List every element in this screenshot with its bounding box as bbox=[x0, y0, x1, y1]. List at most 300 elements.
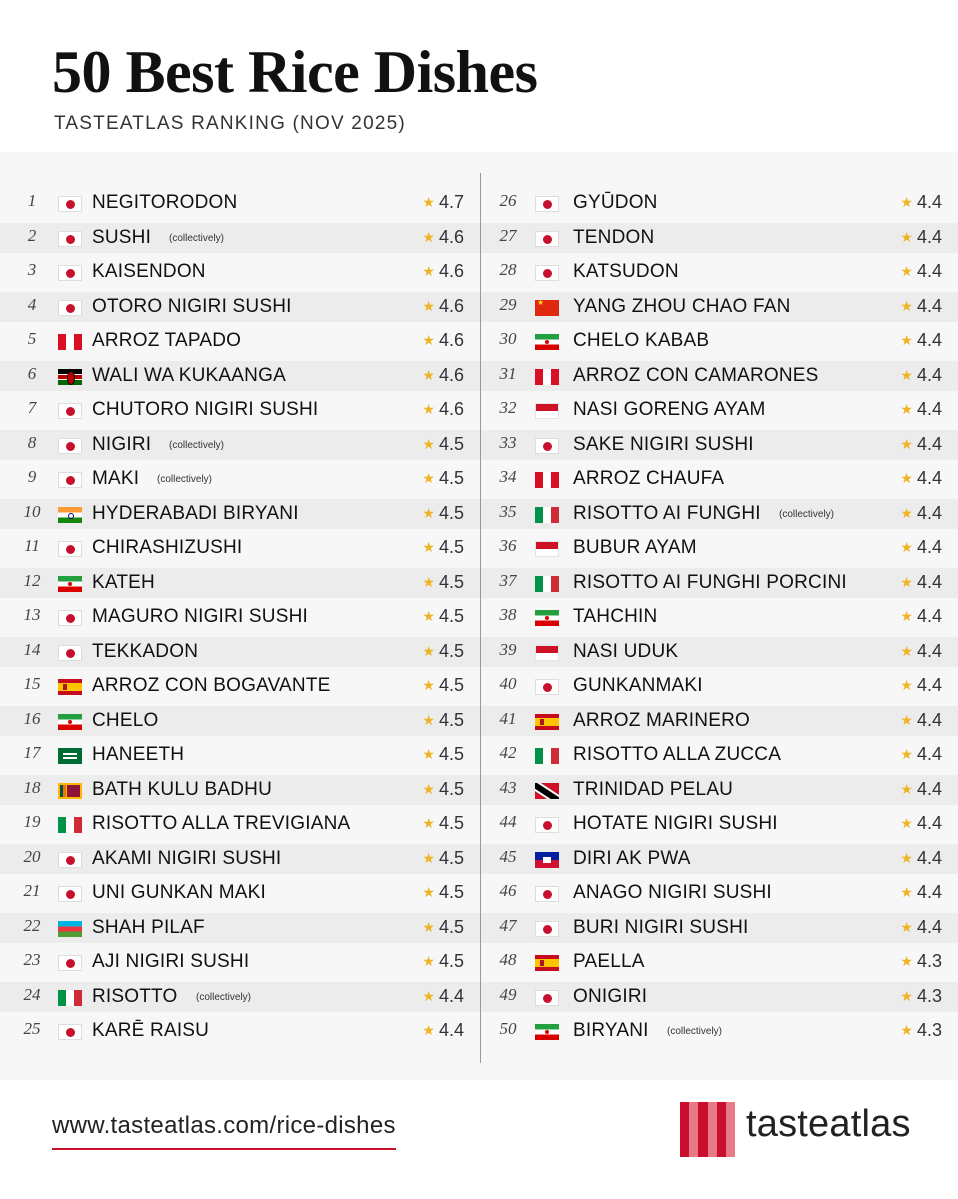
rank-number: 38 bbox=[499, 605, 517, 624]
star-icon: ★ bbox=[422, 573, 435, 590]
flag-pe-icon bbox=[535, 472, 559, 488]
dish-rating bbox=[422, 399, 464, 420]
ranking-row bbox=[481, 947, 958, 977]
flag-in-icon bbox=[58, 507, 82, 523]
flag-id-icon bbox=[535, 645, 559, 661]
dish-rating bbox=[422, 675, 464, 696]
dish-rating bbox=[422, 227, 464, 248]
rating-value: 4.5 bbox=[438, 847, 464, 868]
dish-rating bbox=[422, 330, 464, 351]
dish-rating bbox=[900, 882, 942, 903]
ranking-row bbox=[481, 913, 958, 943]
dish-rating bbox=[900, 330, 942, 351]
star-icon: ★ bbox=[900, 573, 913, 590]
rank-number: 45 bbox=[499, 846, 517, 866]
dish-name: NASI UDUK bbox=[573, 640, 679, 662]
dish-name: PAELLA bbox=[573, 951, 645, 972]
star-icon: ★ bbox=[422, 642, 435, 659]
rating-value: 4.5 bbox=[438, 882, 464, 902]
dish-rating bbox=[900, 710, 942, 731]
dish-rating bbox=[900, 572, 942, 593]
star-icon: ★ bbox=[900, 435, 913, 452]
dish-name: CHELO bbox=[92, 709, 159, 731]
dish-rating bbox=[900, 227, 942, 248]
rating-value: 4.4 bbox=[916, 192, 942, 212]
star-icon: ★ bbox=[422, 918, 435, 935]
star-icon: ★ bbox=[900, 1022, 913, 1038]
dish-rating bbox=[422, 951, 464, 972]
star-icon: ★ bbox=[900, 918, 913, 935]
dish-name: GUNKANMAKI bbox=[573, 675, 703, 696]
flag-es-icon bbox=[535, 955, 559, 971]
star-icon: ★ bbox=[422, 435, 435, 452]
ranking-row bbox=[0, 706, 480, 736]
rank-number: 36 bbox=[499, 536, 517, 555]
dish-name: BURI NIGIRI SUSHI bbox=[573, 916, 749, 938]
flag-jp-icon bbox=[58, 438, 82, 454]
flag-jp-icon bbox=[535, 886, 559, 902]
rank-number: 34 bbox=[499, 467, 517, 486]
star-icon: ★ bbox=[900, 711, 913, 728]
star-icon: ★ bbox=[900, 401, 913, 417]
ranking-row bbox=[481, 361, 958, 391]
flag-jp-icon bbox=[535, 438, 559, 454]
dish-note: (collectively) bbox=[157, 474, 213, 485]
rating-value: 4.4 bbox=[916, 675, 942, 695]
dish-name: ARROZ TAPADO bbox=[92, 330, 242, 351]
flag-jp-icon bbox=[58, 300, 82, 316]
ranking-row bbox=[0, 533, 480, 563]
rating-value: 4.5 bbox=[438, 951, 464, 971]
ranking-row bbox=[0, 602, 480, 632]
dish-name: CHELO KABAB bbox=[573, 330, 710, 351]
rating-value: 4.5 bbox=[438, 916, 464, 937]
rating-value: 4.5 bbox=[438, 433, 464, 454]
star-icon: ★ bbox=[900, 228, 913, 245]
dish-name: OTORO NIGIRI SUSHI bbox=[92, 295, 292, 317]
dish-rating bbox=[422, 572, 464, 593]
flag-jp-icon bbox=[58, 403, 82, 419]
dish-rating bbox=[900, 503, 942, 524]
dish-rating bbox=[900, 675, 942, 696]
dish-name: NEGITORODON bbox=[92, 192, 238, 213]
flag-ir-icon bbox=[58, 576, 82, 592]
flag-es-icon bbox=[58, 679, 82, 695]
flag-jp-icon bbox=[535, 921, 559, 937]
dish-name: ONIGIRI bbox=[573, 985, 648, 1007]
rank-number: 46 bbox=[499, 881, 517, 900]
ranking-row bbox=[0, 257, 480, 287]
star-icon: ★ bbox=[900, 332, 913, 348]
dish-rating bbox=[422, 468, 464, 489]
dish-rating bbox=[900, 744, 942, 765]
rating-value: 4.5 bbox=[438, 640, 464, 661]
rating-value: 4.5 bbox=[438, 778, 464, 799]
flag-ir-icon bbox=[535, 610, 559, 626]
dish-name: BUBUR AYAM bbox=[573, 537, 697, 558]
rating-value: 4.6 bbox=[438, 364, 464, 385]
dish-name: WALI WA KUKAANGA bbox=[92, 364, 286, 386]
rating-value: 4.5 bbox=[438, 813, 464, 833]
star-icon: ★ bbox=[422, 815, 435, 831]
dish-name: RISOTTO bbox=[92, 985, 178, 1007]
rank-number: 3 bbox=[27, 260, 37, 279]
flag-it-icon bbox=[535, 748, 559, 764]
rank-number: 16 bbox=[23, 708, 41, 728]
rating-value: 4.4 bbox=[916, 364, 942, 385]
dish-name: YANG ZHOU CHAO FAN bbox=[573, 295, 791, 317]
flag-jp-icon bbox=[58, 610, 82, 626]
dish-name: RISOTTO ALLA TREVIGIANA bbox=[92, 813, 351, 834]
rating-value: 4.3 bbox=[916, 951, 942, 971]
flag-ke-icon bbox=[58, 369, 82, 385]
dish-rating bbox=[422, 192, 464, 213]
dish-name: RISOTTO AI FUNGHI PORCINI bbox=[573, 571, 847, 593]
ranking-row bbox=[0, 809, 480, 839]
dish-name: MAGURO NIGIRI SUSHI bbox=[92, 606, 308, 627]
ranking-row bbox=[481, 430, 958, 460]
rank-number: 27 bbox=[499, 225, 517, 245]
rank-number: 35 bbox=[499, 501, 517, 521]
flag-lk-icon bbox=[58, 783, 82, 799]
dish-rating bbox=[900, 917, 942, 938]
star-icon: ★ bbox=[422, 297, 435, 314]
rank-number: 37 bbox=[499, 570, 517, 590]
rank-number: 33 bbox=[499, 432, 517, 452]
dish-rating bbox=[422, 641, 464, 662]
dish-name: ARROZ CON BOGAVANTE bbox=[92, 675, 331, 696]
flag-ir-icon bbox=[58, 714, 82, 730]
dish-name: CHIRASHIZUSHI bbox=[92, 537, 243, 558]
rank-number: 28 bbox=[499, 260, 517, 279]
rank-number: 13 bbox=[23, 605, 41, 624]
star-icon: ★ bbox=[422, 1022, 435, 1038]
dish-rating bbox=[422, 261, 464, 282]
dish-name: KATEH bbox=[92, 571, 155, 593]
rating-value: 4.4 bbox=[916, 709, 942, 730]
ranking-row bbox=[0, 671, 480, 701]
ranking-row bbox=[481, 602, 958, 632]
page-subtitle: TASTEATLAS RANKING (NOV 2025) bbox=[54, 113, 406, 134]
dish-rating bbox=[422, 537, 464, 558]
flag-it-icon bbox=[535, 576, 559, 592]
dish-name: TEKKADON bbox=[92, 640, 199, 662]
rank-number: 30 bbox=[499, 329, 517, 348]
rank-number: 23 bbox=[23, 950, 41, 969]
rank-number: 31 bbox=[499, 363, 517, 383]
star-icon: ★ bbox=[422, 332, 435, 348]
rating-value: 4.4 bbox=[438, 1020, 464, 1040]
dish-name: MAKI bbox=[92, 468, 140, 489]
dish-rating bbox=[422, 882, 464, 903]
dish-rating bbox=[900, 779, 942, 800]
dish-rating bbox=[900, 192, 942, 213]
rating-value: 4.6 bbox=[438, 330, 464, 350]
ranking-row bbox=[481, 395, 958, 425]
rank-number: 4 bbox=[27, 294, 37, 314]
dish-name: ANAGO NIGIRI SUSHI bbox=[573, 882, 772, 903]
dish-name: HYDERABADI BIRYANI bbox=[92, 502, 299, 524]
star-icon: ★ bbox=[422, 953, 435, 969]
star-icon: ★ bbox=[900, 884, 913, 900]
flag-pe-icon bbox=[58, 334, 82, 350]
flag-jp-icon bbox=[58, 886, 82, 902]
star-icon: ★ bbox=[422, 987, 435, 1004]
rating-value: 4.4 bbox=[916, 433, 942, 454]
rating-value: 4.4 bbox=[916, 537, 942, 557]
rank-number: 12 bbox=[23, 570, 41, 590]
ranking-row bbox=[0, 947, 480, 977]
ranking-row bbox=[0, 637, 480, 667]
flag-cn-icon bbox=[535, 300, 559, 316]
ranking-row bbox=[481, 671, 958, 701]
rating-value: 4.4 bbox=[916, 468, 942, 488]
rank-number: 39 bbox=[499, 639, 517, 659]
rank-number: 1 bbox=[27, 191, 37, 210]
star-icon: ★ bbox=[900, 539, 913, 555]
dish-name: GYŪDON bbox=[573, 192, 658, 213]
dish-name: NIGIRI bbox=[92, 433, 152, 455]
footer-url-link[interactable]: www.tasteatlas.com/rice-dishes bbox=[52, 1112, 396, 1150]
dish-rating bbox=[422, 779, 464, 800]
star-icon: ★ bbox=[422, 194, 435, 210]
ranking-row bbox=[481, 809, 958, 839]
flag-tt-icon bbox=[535, 783, 559, 799]
dish-name: HANEETH bbox=[92, 744, 185, 765]
rank-number: 8 bbox=[27, 432, 37, 452]
ranking-row bbox=[481, 844, 958, 874]
rank-number: 42 bbox=[499, 743, 517, 762]
rank-number: 43 bbox=[499, 777, 517, 797]
rank-number: 50 bbox=[499, 1019, 517, 1038]
rating-value: 4.5 bbox=[438, 744, 464, 764]
flag-jp-icon bbox=[535, 196, 559, 212]
ranking-row bbox=[481, 188, 958, 218]
rating-value: 4.6 bbox=[438, 399, 464, 419]
dish-rating bbox=[900, 399, 942, 420]
star-icon: ★ bbox=[422, 366, 435, 383]
dish-name: KAISENDON bbox=[92, 261, 206, 282]
rating-value: 4.5 bbox=[438, 502, 464, 523]
ranking-row bbox=[481, 292, 958, 322]
dish-note: (collectively) bbox=[169, 439, 225, 451]
dish-rating bbox=[900, 537, 942, 558]
rating-value: 4.4 bbox=[438, 985, 464, 1006]
star-icon: ★ bbox=[422, 401, 435, 417]
rank-number: 19 bbox=[23, 812, 41, 831]
star-icon: ★ bbox=[900, 504, 913, 521]
flag-jp-icon bbox=[535, 679, 559, 695]
rank-number: 49 bbox=[499, 984, 517, 1004]
ranking-row bbox=[0, 223, 480, 253]
dish-name: UNI GUNKAN MAKI bbox=[92, 882, 267, 903]
dish-note: (collectively) bbox=[169, 232, 225, 244]
rating-value: 4.6 bbox=[438, 261, 464, 281]
ranking-row bbox=[0, 878, 480, 908]
rating-value: 4.3 bbox=[916, 985, 942, 1006]
ranking-row bbox=[481, 464, 958, 494]
star-icon: ★ bbox=[422, 263, 435, 279]
ranking-row bbox=[481, 499, 958, 529]
rating-value: 4.5 bbox=[438, 468, 464, 488]
dish-rating bbox=[900, 848, 942, 869]
star-icon: ★ bbox=[900, 608, 913, 624]
dish-rating bbox=[422, 1020, 464, 1041]
star-icon: ★ bbox=[422, 470, 435, 486]
flag-ir-icon bbox=[535, 1024, 559, 1040]
dish-note: (collectively) bbox=[779, 508, 835, 520]
dish-name: HOTATE NIGIRI SUSHI bbox=[573, 813, 778, 834]
dish-rating bbox=[900, 986, 942, 1007]
flag-jp-icon bbox=[535, 990, 559, 1006]
dish-name: TAHCHIN bbox=[573, 606, 658, 627]
ranking-row bbox=[481, 775, 958, 805]
ranking-row bbox=[0, 326, 480, 356]
rank-number: 6 bbox=[27, 363, 37, 383]
dish-rating bbox=[422, 813, 464, 834]
ranking-row bbox=[481, 568, 958, 598]
dish-name: SAKE NIGIRI SUSHI bbox=[573, 433, 754, 455]
ranking-row bbox=[481, 637, 958, 667]
ranking-row bbox=[481, 878, 958, 908]
dish-name: SHAH PILAF bbox=[92, 916, 205, 938]
star-icon: ★ bbox=[422, 228, 435, 245]
dish-name: SUSHI bbox=[92, 226, 152, 248]
rating-value: 4.4 bbox=[916, 571, 942, 592]
star-icon: ★ bbox=[900, 263, 913, 279]
flag-it-icon bbox=[58, 990, 82, 1006]
flag-sa-icon bbox=[58, 748, 82, 764]
star-icon: ★ bbox=[900, 677, 913, 693]
star-icon: ★ bbox=[422, 884, 435, 900]
dish-rating bbox=[422, 917, 464, 938]
flag-jp-icon bbox=[58, 265, 82, 281]
flag-jp-icon bbox=[58, 645, 82, 661]
dish-rating bbox=[422, 503, 464, 524]
dish-name: RISOTTO AI FUNGHI bbox=[573, 502, 761, 524]
ranking-row bbox=[0, 430, 480, 460]
flag-jp-icon bbox=[58, 541, 82, 557]
star-icon: ★ bbox=[900, 815, 913, 831]
dish-note: (collectively) bbox=[196, 991, 252, 1003]
star-icon: ★ bbox=[900, 194, 913, 210]
rating-value: 4.4 bbox=[916, 330, 942, 350]
rank-number: 14 bbox=[23, 639, 41, 659]
dish-name: KARĒ RAISU bbox=[92, 1020, 210, 1041]
star-icon: ★ bbox=[900, 953, 913, 969]
ranking-row bbox=[481, 257, 958, 287]
rating-value: 4.7 bbox=[438, 192, 464, 212]
dish-name: BIRYANI bbox=[573, 1020, 649, 1041]
dish-name: ARROZ MARINERO bbox=[573, 709, 750, 731]
flag-it-icon bbox=[535, 507, 559, 523]
dish-rating bbox=[422, 710, 464, 731]
star-icon: ★ bbox=[900, 642, 913, 659]
dish-rating bbox=[900, 296, 942, 317]
rank-number: 9 bbox=[27, 467, 37, 486]
rank-number: 32 bbox=[499, 398, 517, 417]
dish-rating bbox=[422, 986, 464, 1007]
dish-name: CHUTORO NIGIRI SUSHI bbox=[92, 399, 319, 420]
rating-value: 4.5 bbox=[438, 709, 464, 730]
star-icon: ★ bbox=[422, 677, 435, 693]
rating-value: 4.4 bbox=[916, 399, 942, 419]
ranking-row bbox=[0, 568, 480, 598]
star-icon: ★ bbox=[900, 297, 913, 314]
flag-jp-icon bbox=[58, 231, 82, 247]
ranking-row bbox=[481, 326, 958, 356]
ranking-row bbox=[0, 292, 480, 322]
rank-number: 48 bbox=[499, 950, 517, 969]
flag-jp-icon bbox=[58, 1024, 82, 1040]
ranking-row bbox=[0, 844, 480, 874]
star-icon: ★ bbox=[422, 539, 435, 555]
ranking-row bbox=[0, 499, 480, 529]
dish-rating bbox=[422, 296, 464, 317]
star-icon: ★ bbox=[422, 504, 435, 521]
flag-id-icon bbox=[535, 541, 559, 557]
rank-number: 29 bbox=[499, 294, 517, 314]
rank-number: 41 bbox=[499, 708, 517, 728]
dish-rating bbox=[900, 365, 942, 386]
dish-rating bbox=[900, 641, 942, 662]
rating-value: 4.4 bbox=[916, 882, 942, 902]
ranking-row bbox=[0, 361, 480, 391]
dish-name: ARROZ CHAUFA bbox=[573, 468, 725, 489]
rank-number: 21 bbox=[23, 881, 41, 900]
dish-rating bbox=[900, 951, 942, 972]
dish-rating bbox=[900, 606, 942, 627]
flag-ht-icon bbox=[535, 852, 559, 868]
rank-number: 11 bbox=[24, 536, 40, 555]
rating-value: 4.5 bbox=[438, 537, 464, 557]
star-icon: ★ bbox=[900, 987, 913, 1004]
star-icon: ★ bbox=[422, 746, 435, 762]
dish-name: AJI NIGIRI SUSHI bbox=[92, 951, 250, 972]
star-icon: ★ bbox=[900, 780, 913, 797]
ranking-row bbox=[481, 1016, 958, 1046]
dish-rating bbox=[900, 434, 942, 455]
rating-value: 4.4 bbox=[916, 502, 942, 523]
dish-name: DIRI AK PWA bbox=[573, 847, 691, 869]
flag-id-icon bbox=[535, 403, 559, 419]
tasteatlas-logo-icon bbox=[680, 1102, 735, 1157]
rank-number: 44 bbox=[499, 812, 517, 831]
ranking-row bbox=[481, 706, 958, 736]
star-icon: ★ bbox=[900, 366, 913, 383]
rating-value: 4.4 bbox=[916, 226, 942, 247]
star-icon: ★ bbox=[422, 711, 435, 728]
ranking-row bbox=[481, 533, 958, 563]
flag-jp-icon bbox=[535, 265, 559, 281]
flag-jp-icon bbox=[58, 472, 82, 488]
rank-number: 40 bbox=[499, 674, 517, 693]
rank-number: 47 bbox=[499, 915, 517, 935]
flag-jp-icon bbox=[58, 852, 82, 868]
rating-value: 4.6 bbox=[438, 226, 464, 247]
dish-rating bbox=[900, 813, 942, 834]
star-icon: ★ bbox=[422, 608, 435, 624]
ranking-row bbox=[0, 913, 480, 943]
rank-number: 20 bbox=[23, 846, 41, 866]
ranking-row bbox=[0, 1016, 480, 1046]
rank-number: 7 bbox=[27, 398, 37, 417]
flag-az-icon bbox=[58, 921, 82, 937]
dish-rating bbox=[422, 848, 464, 869]
brand-name: tasteatlas bbox=[746, 1103, 911, 1145]
dish-rating bbox=[900, 468, 942, 489]
rank-number: 5 bbox=[27, 329, 37, 348]
